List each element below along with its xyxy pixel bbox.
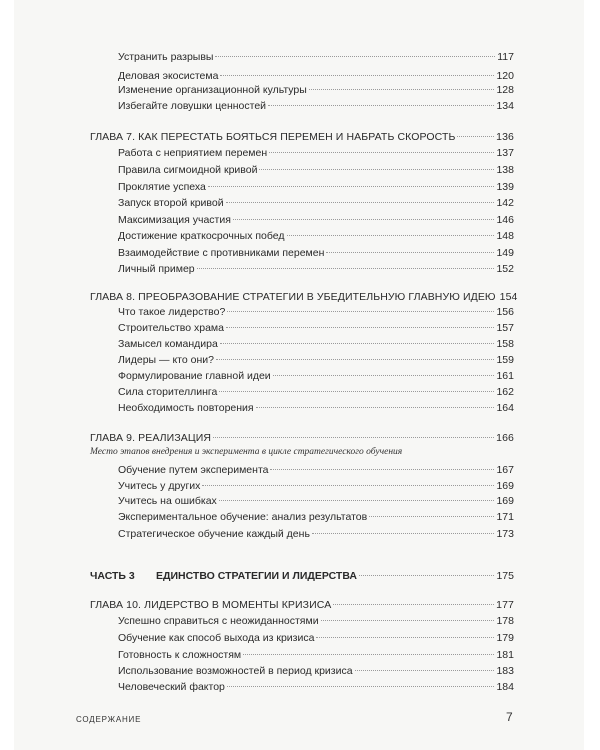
dot-leader bbox=[259, 169, 494, 170]
entry-page: 142 bbox=[496, 197, 514, 209]
entry-title: Сила сторителлинга bbox=[118, 386, 218, 398]
chapter-note: Место этапов внедрения и эксперимента в цикле стратегического обучения bbox=[90, 447, 403, 457]
entry-title: Правила сигмоидной кривой bbox=[118, 164, 258, 176]
dot-leader bbox=[359, 575, 494, 576]
toc-entry[interactable] bbox=[118, 463, 514, 477]
toc-entry[interactable] bbox=[118, 83, 514, 97]
dot-leader bbox=[208, 186, 495, 187]
dot-leader bbox=[226, 327, 494, 328]
toc-entry[interactable] bbox=[118, 99, 514, 113]
entry-page: 169 bbox=[496, 480, 514, 492]
entry-title: Работа с неприятием перемен bbox=[118, 147, 268, 159]
entry-title: Что такое лидерство? bbox=[118, 306, 226, 318]
entry-page: 173 bbox=[496, 528, 514, 540]
part-label bbox=[90, 569, 357, 583]
toc-entry[interactable] bbox=[118, 510, 514, 524]
entry-page: 134 bbox=[496, 100, 514, 112]
chapter-page: 166 bbox=[496, 432, 514, 444]
toc-entry[interactable] bbox=[118, 229, 514, 243]
chapter-heading[interactable] bbox=[90, 130, 514, 144]
part-number: ЧАСТЬ 3 bbox=[90, 570, 135, 582]
chapter-title: ГЛАВА 9. РЕАЛИЗАЦИЯ bbox=[90, 432, 212, 444]
dot-leader bbox=[213, 437, 494, 438]
toc-entry[interactable] bbox=[118, 305, 514, 319]
dot-leader bbox=[312, 533, 495, 534]
toc-entry[interactable] bbox=[118, 385, 514, 399]
entry-title: Успешно справиться с неожиданностями bbox=[118, 615, 319, 627]
entry-title: Запуск второй кривой bbox=[118, 197, 224, 209]
entry-title: Использование возможностей в период кризиса bbox=[118, 665, 353, 677]
dot-leader bbox=[333, 604, 494, 605]
toc-entry[interactable] bbox=[118, 262, 514, 276]
toc-entry[interactable] bbox=[118, 180, 514, 194]
toc-entry[interactable] bbox=[118, 163, 514, 177]
toc-entry[interactable] bbox=[118, 494, 514, 508]
entry-page: 128 bbox=[496, 84, 514, 96]
entry-title: Экспериментальное обучение: анализ результатов bbox=[118, 511, 368, 523]
dot-leader bbox=[256, 407, 495, 408]
entry-title: Обучение как способ выхода из кризиса bbox=[118, 632, 315, 644]
entry-page: 181 bbox=[496, 649, 514, 661]
dot-leader bbox=[273, 375, 495, 376]
entry-page: 158 bbox=[496, 338, 514, 350]
toc-entry[interactable] bbox=[118, 50, 514, 64]
entry-page: 120 bbox=[496, 70, 514, 82]
toc-entry[interactable] bbox=[118, 664, 514, 678]
dot-leader bbox=[216, 359, 495, 360]
dot-leader bbox=[457, 136, 494, 137]
book-page bbox=[14, 0, 584, 750]
entry-title: Необходимость повторения bbox=[118, 402, 254, 414]
entry-title: Изменение организационной культуры bbox=[118, 84, 307, 96]
dot-leader bbox=[369, 516, 494, 517]
toc-entry[interactable] bbox=[118, 353, 514, 367]
entry-title: Проклятие успеха bbox=[118, 181, 206, 193]
entry-page: 149 bbox=[496, 247, 514, 259]
chapter-heading[interactable] bbox=[90, 290, 518, 304]
entry-title: Формулирование главной идеи bbox=[118, 370, 271, 382]
dot-leader bbox=[309, 89, 495, 90]
entry-title: Достижение краткосрочных побед bbox=[118, 230, 285, 242]
page-number: 7 bbox=[506, 710, 513, 724]
dot-leader bbox=[326, 252, 494, 253]
toc-entry[interactable] bbox=[118, 631, 514, 645]
dot-leader bbox=[316, 637, 494, 638]
entry-page: 138 bbox=[496, 164, 514, 176]
dot-leader bbox=[220, 343, 495, 344]
entry-page: 159 bbox=[496, 354, 514, 366]
dot-leader bbox=[219, 391, 494, 392]
part-title: ЕДИНСТВО СТРАТЕГИИ И ЛИДЕРСТВА bbox=[156, 570, 357, 582]
entry-page: 184 bbox=[496, 681, 514, 693]
chapter-page: 177 bbox=[496, 599, 514, 611]
chapter-title: ГЛАВА 7. КАК ПЕРЕСТАТЬ БОЯТЬСЯ ПЕРЕМЕН И НАБРАТЬ СКОРОСТЬ bbox=[90, 131, 456, 143]
toc-entry[interactable] bbox=[118, 648, 514, 662]
entry-title: Обучение путем эксперимента bbox=[118, 464, 269, 476]
running-footer: СОДЕРЖАНИЕ bbox=[76, 715, 142, 724]
toc-entry[interactable] bbox=[118, 401, 514, 415]
entry-page: 117 bbox=[497, 51, 514, 63]
entry-title: Стратегическое обучение каждый день bbox=[118, 528, 310, 540]
entry-title: Избегайте ловушки ценностей bbox=[118, 100, 267, 112]
entry-page: 152 bbox=[496, 263, 514, 275]
entry-page: 164 bbox=[496, 402, 514, 414]
chapter-heading[interactable] bbox=[90, 598, 514, 612]
entry-page: 156 bbox=[496, 306, 514, 318]
dot-leader bbox=[197, 268, 495, 269]
entry-title: Строительство храма bbox=[118, 322, 224, 334]
dot-leader bbox=[287, 235, 495, 236]
dot-leader bbox=[227, 686, 495, 687]
dot-leader bbox=[268, 105, 494, 106]
toc-entry[interactable] bbox=[118, 369, 514, 383]
entry-title: Учитесь у других bbox=[118, 480, 201, 492]
toc-entry[interactable] bbox=[118, 479, 514, 493]
entry-title: Человеческий фактор bbox=[118, 681, 225, 693]
entry-title: Учитесь на ошибках bbox=[118, 495, 217, 507]
part-page: 175 bbox=[496, 570, 514, 582]
entry-page: 169 bbox=[496, 495, 514, 507]
dot-leader bbox=[355, 670, 495, 671]
toc-entry[interactable] bbox=[118, 321, 514, 335]
entry-page: 139 bbox=[496, 181, 514, 193]
entry-page: 162 bbox=[496, 386, 514, 398]
dot-leader bbox=[220, 75, 494, 76]
toc-entry[interactable] bbox=[118, 69, 514, 83]
entry-page: 179 bbox=[496, 632, 514, 644]
entry-title: Деловая экосистема bbox=[118, 70, 219, 82]
dot-leader bbox=[227, 311, 494, 312]
part-heading[interactable] bbox=[90, 569, 514, 583]
toc-entry[interactable] bbox=[118, 680, 514, 694]
entry-title: Личный пример bbox=[118, 263, 195, 275]
entry-title: Готовность к сложностям bbox=[118, 649, 242, 661]
entry-page: 171 bbox=[496, 511, 514, 523]
entry-page: 137 bbox=[496, 147, 514, 159]
dot-leader bbox=[321, 620, 495, 621]
entry-page: 167 bbox=[496, 464, 514, 476]
entry-title: Взаимодействие с противниками перемен bbox=[118, 247, 325, 259]
entry-page: 148 bbox=[496, 230, 514, 242]
dot-leader bbox=[226, 202, 495, 203]
chapter-heading[interactable] bbox=[90, 431, 514, 445]
entry-page: 183 bbox=[496, 665, 514, 677]
toc-entry[interactable] bbox=[118, 527, 514, 541]
toc-entry[interactable] bbox=[118, 196, 514, 210]
dot-leader bbox=[269, 152, 494, 153]
entry-title: Максимизация участия bbox=[118, 214, 231, 226]
entry-page: 178 bbox=[496, 615, 514, 627]
toc-entry[interactable] bbox=[118, 337, 514, 351]
dot-leader bbox=[219, 500, 495, 501]
dot-leader bbox=[270, 469, 494, 470]
chapter-page: 154 bbox=[499, 291, 518, 303]
entry-title: Устранить разрывы bbox=[118, 51, 214, 63]
chapter-title: ГЛАВА 8. ПРЕОБРАЗОВАНИЕ СТРАТЕГИИ В УБЕДИТЕЛЬНУЮ ГЛАВНУЮ ИДЕЮ bbox=[90, 291, 496, 303]
toc-entry[interactable] bbox=[118, 246, 514, 260]
toc-entry[interactable] bbox=[118, 146, 514, 160]
toc-entry[interactable] bbox=[118, 614, 514, 628]
chapter-title: ГЛАВА 10. ЛИДЕРСТВО В МОМЕНТЫ КРИЗИСА bbox=[90, 599, 332, 611]
entry-page: 161 bbox=[496, 370, 514, 382]
dot-leader bbox=[243, 654, 494, 655]
toc-entry[interactable] bbox=[118, 213, 514, 227]
dot-leader bbox=[202, 485, 494, 486]
chapter-page: 136 bbox=[496, 131, 514, 143]
entry-page: 157 bbox=[496, 322, 514, 334]
dot-leader bbox=[233, 219, 495, 220]
entry-title: Лидеры — кто они? bbox=[118, 354, 214, 366]
entry-title: Замысел командира bbox=[118, 338, 218, 350]
entry-page: 146 bbox=[496, 214, 514, 226]
dot-leader bbox=[215, 56, 495, 57]
